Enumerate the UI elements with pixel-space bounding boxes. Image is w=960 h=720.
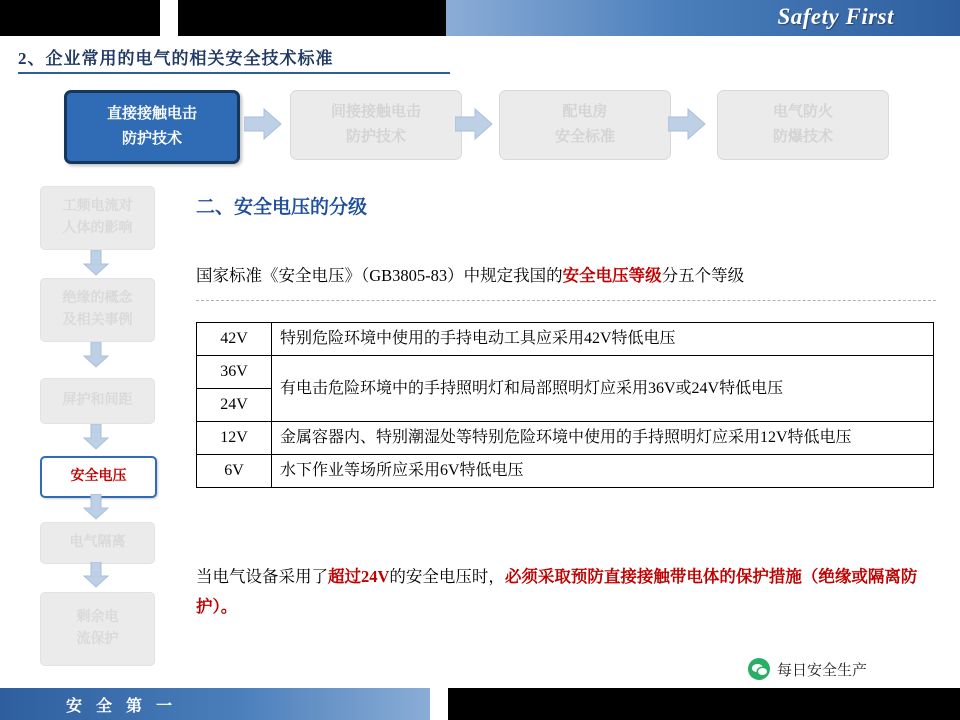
sidebar-item-insulation[interactable] <box>40 278 155 342</box>
safety-voltage-table <box>196 322 934 488</box>
process-step-label-line1: 间接接触电击 <box>330 104 421 120</box>
sidebar-item-shielding-clearance[interactable] <box>40 378 155 424</box>
table-row <box>197 356 934 389</box>
footer-blue-block <box>0 688 430 720</box>
page-title: 2、企业常用的电气的相关安全技术标准 <box>18 49 334 68</box>
voltage-cell: 36V <box>197 356 272 389</box>
sidebar-item-electrical-isolation[interactable] <box>40 522 155 564</box>
voltage-cell: 24V <box>197 389 272 422</box>
sidebar-item-label-line2: 人体的影响 <box>62 221 133 236</box>
sidebar-item-label-line1: 屏护和间距 <box>62 393 133 408</box>
arrow-down-icon <box>83 494 109 520</box>
voltage-cell: 12V <box>197 422 272 455</box>
arrow-down-icon <box>83 250 109 276</box>
process-step-label-line1: 配电房 <box>562 104 608 120</box>
banner-gap <box>160 0 178 36</box>
footer-title: 安 全 第 一 <box>66 698 178 715</box>
intro-text-part1: 国家标准《安全电压》（GB3805-83）中规定我国的 <box>196 266 563 285</box>
top-banner <box>0 0 960 36</box>
process-step-label-line2: 防护技术 <box>121 131 182 147</box>
divider <box>196 300 936 301</box>
description-cell: 有电击危险环境中的手持照明灯和局部照明灯应采用36V或24V特低电压 <box>272 356 934 422</box>
process-step-label-line1: 直接接触电击 <box>106 106 197 122</box>
description-cell: 水下作业等场所应采用6V特低电压 <box>272 455 934 488</box>
note-highlight-measure: 必须采取预防直接接触带电体的保护措施（绝缘或隔离防护）。 <box>196 567 918 616</box>
process-step-label-line1: 电气防火 <box>772 104 833 120</box>
arrow-right-icon <box>455 108 493 140</box>
sidebar-item-label-line1: 电气隔离 <box>69 535 126 550</box>
sidebar-item-safety-voltage[interactable] <box>40 456 157 498</box>
footer-black-block <box>448 688 960 720</box>
table-row <box>197 455 934 488</box>
voltage-cell: 6V <box>197 455 272 488</box>
intro-paragraph <box>196 262 936 286</box>
wechat-label: 每日安全生产 <box>777 662 868 679</box>
note-text-part2: 的安全电压时， <box>389 567 505 586</box>
voltage-cell: 42V <box>197 323 272 356</box>
sidebar-item-label-line2: 及相关事例 <box>62 313 133 328</box>
sidebar-item-label-line1: 安全电压 <box>70 469 127 484</box>
arrow-down-icon <box>83 424 109 450</box>
note-highlight-voltage: 超过24V <box>328 567 390 586</box>
arrow-right-icon <box>668 108 706 140</box>
table-row <box>197 323 934 356</box>
heading-underline <box>18 72 450 74</box>
arrow-down-icon <box>83 562 109 588</box>
wechat-watermark <box>748 658 867 680</box>
banner-black-block-left <box>0 0 160 36</box>
process-step-label-line2: 防护技术 <box>345 129 406 145</box>
arrow-right-icon <box>244 108 282 140</box>
bottom-note <box>196 562 936 622</box>
bottom-banner <box>0 688 960 720</box>
intro-highlight: 安全电压等级 <box>562 266 662 285</box>
process-step-indirect-contact[interactable] <box>290 90 462 160</box>
note-text-part1: 当电气设备采用了 <box>196 567 328 586</box>
description-cell: 金属容器内、特别潮湿处等特别危险环境中使用的手持照明灯应采用12V特低电压 <box>272 422 934 455</box>
intro-text-part2: 分五个等级 <box>661 266 745 285</box>
table-row <box>197 422 934 455</box>
sidebar-item-residual-current-protection[interactable] <box>40 592 155 666</box>
process-step-fire-explosion[interactable] <box>717 90 889 160</box>
banner-black-block-mid <box>178 0 446 36</box>
sidebar-item-label-line1: 绝缘的概念 <box>62 291 133 306</box>
banner-title: Safety First <box>777 4 894 29</box>
sidebar-item-label-line2: 流保护 <box>76 632 119 647</box>
sidebar-item-label-line1: 剩余电 <box>76 610 119 625</box>
footer-gap <box>430 688 448 720</box>
process-step-label-line2: 防爆技术 <box>772 129 833 145</box>
process-step-distribution-room[interactable] <box>499 90 671 160</box>
process-step-direct-contact[interactable] <box>64 90 240 164</box>
process-step-label-line2: 安全标准 <box>554 129 615 145</box>
arrow-down-icon <box>83 342 109 368</box>
section-title: 二、安全电压的分级 <box>196 197 368 218</box>
wechat-icon <box>748 658 770 680</box>
sidebar-item-label-line1: 工频电流对 <box>62 199 133 214</box>
sidebar-item-power-frequency-current[interactable] <box>40 186 155 250</box>
description-cell: 特别危险环境中使用的手持电动工具应采用42V特低电压 <box>272 323 934 356</box>
